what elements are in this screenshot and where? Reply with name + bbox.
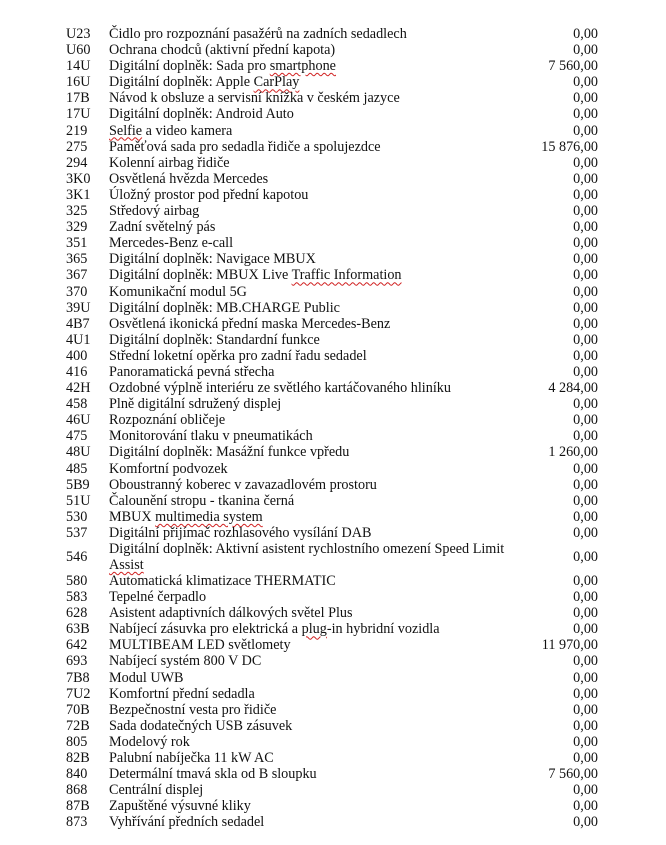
option-description: Čalounění stropu - tkanina černá: [109, 492, 295, 509]
option-code: 329: [66, 219, 88, 236]
option-description: Digitální doplněk: Sada pro smartphone: [109, 58, 336, 75]
option-description: Komfortní přední sedadla: [109, 685, 255, 702]
option-price: 0,00: [573, 42, 598, 59]
option-description: Selfie a video kamera: [109, 122, 233, 139]
option-row: [66, 637, 598, 653]
option-price: 0,00: [573, 154, 598, 171]
option-price: 11 970,00: [541, 637, 598, 654]
option-code: 275: [66, 138, 88, 155]
option-price: 0,00: [573, 508, 598, 525]
option-row: [66, 525, 598, 541]
option-description: Kolenní airbag řidiče: [109, 154, 230, 171]
option-code: U23: [66, 26, 91, 42]
option-price: 7 560,00: [548, 58, 598, 75]
option-price: 0,00: [573, 605, 598, 622]
option-description: Digitální doplněk: Apple CarPlay: [109, 74, 300, 91]
option-code: 583: [66, 589, 88, 606]
option-price: 0,00: [573, 106, 598, 123]
option-code: 458: [66, 396, 88, 413]
option-description: Digitální doplněk: Navigace MBUX: [109, 251, 316, 268]
option-code: 693: [66, 653, 88, 670]
option-code: 400: [66, 347, 88, 364]
option-price: 0,00: [573, 685, 598, 702]
option-price: 0,00: [573, 653, 598, 670]
option-price: 0,00: [573, 331, 598, 348]
option-price: 0,00: [573, 90, 598, 107]
option-row: [66, 493, 598, 509]
option-description: Tepelné čerpadlo: [109, 589, 207, 606]
option-code: 805: [66, 733, 88, 750]
option-row: [66, 26, 598, 42]
spellcheck-underline: Selfie: [109, 122, 143, 139]
option-description: Zadní světelný pás: [109, 219, 216, 236]
option-description: Asistent adaptivních dálkových světel Plus: [109, 605, 353, 622]
option-price: 1 260,00: [548, 444, 598, 461]
option-row: [66, 58, 598, 74]
option-code: 580: [66, 573, 88, 589]
option-code: 365: [66, 251, 88, 268]
option-price: 15 876,00: [541, 138, 598, 155]
option-description: Digitální doplněk: Android Auto: [109, 106, 294, 123]
option-description: Bezpečnostní vesta pro řidiče: [109, 701, 277, 718]
option-price: 0,00: [573, 267, 598, 284]
option-description: Osvětlená ikonická přední maska Mercedes-Benz: [109, 315, 391, 332]
option-description: Osvětlená hvězda Mercedes: [109, 170, 269, 187]
option-description: Vyhřívání předních sedadel: [109, 814, 265, 831]
option-price: 0,00: [573, 733, 598, 750]
option-description: Digitální doplněk: Standardní funkce: [109, 331, 320, 348]
option-price: 0,00: [573, 347, 598, 364]
option-price: 0,00: [573, 219, 598, 236]
option-code: 17B: [66, 90, 90, 107]
option-row: [66, 90, 598, 106]
option-price: 0,00: [573, 315, 598, 332]
option-row: [66, 750, 598, 766]
option-code: 51U: [66, 492, 91, 509]
option-description: Zapuštěné výsuvné kliky: [109, 798, 251, 815]
option-price: 0,00: [573, 170, 598, 187]
spellcheck-underline: plug: [301, 621, 327, 638]
option-row: [66, 444, 598, 460]
option-price: 0,00: [573, 492, 598, 509]
option-description: Nabíjecí systém 800 V DC: [109, 653, 262, 670]
option-code: 14U: [66, 58, 91, 75]
option-code: 3K0: [66, 170, 91, 187]
option-code: 325: [66, 203, 88, 220]
option-price: 0,00: [573, 122, 598, 139]
option-code: 294: [66, 154, 88, 171]
option-row: [66, 573, 598, 589]
option-price: 0,00: [573, 589, 598, 606]
option-row: [66, 332, 598, 348]
spellcheck-underline: smartphone: [269, 58, 336, 75]
option-description: Digitální doplněk: Masážní funkce vpředu: [109, 444, 350, 461]
option-price: 0,00: [573, 428, 598, 445]
option-code: 485: [66, 460, 88, 477]
option-row: [66, 589, 598, 605]
option-price: 0,00: [573, 412, 598, 429]
option-code: 7U2: [66, 685, 91, 702]
option-description: Středový airbag: [109, 203, 200, 220]
option-description: Digitální doplněk: MB.CHARGE Public: [109, 299, 340, 316]
option-description: MULTIBEAM LED světlomety: [109, 637, 291, 654]
option-description: Ochrana chodců (aktivní přední kapota): [109, 42, 336, 59]
option-description: Střední loketní opěrka pro zadní řadu sedadel: [109, 347, 367, 364]
option-row: [66, 396, 598, 412]
option-price: 0,00: [573, 782, 598, 799]
option-code: 873: [66, 814, 88, 831]
option-code: 475: [66, 428, 88, 445]
spellcheck-underline: multimedia system: [155, 508, 263, 525]
option-row: [66, 42, 598, 58]
option-price: 0,00: [573, 460, 598, 477]
option-price: 0,00: [573, 299, 598, 316]
option-row: [66, 718, 598, 734]
option-row: [66, 670, 598, 686]
option-description: Návod k obsluze a servisní knížka v českém jazyce: [109, 90, 400, 107]
option-description: Panoramatická pevná střecha: [109, 363, 275, 380]
options-price-list: [66, 26, 598, 831]
option-description: Digitální doplněk: Aktivní asistent rychlostního omezení Speed Limit Assist: [109, 541, 505, 573]
option-code: 351: [66, 235, 88, 252]
option-description: Centrální displej: [109, 782, 204, 799]
option-description: Rozpoznání obličeje: [109, 412, 226, 429]
option-description: Digitální přijímač rozhlasového vysílání DAB: [109, 524, 372, 541]
option-description: Komunikační modul 5G: [109, 283, 247, 300]
option-row: [66, 621, 598, 637]
option-price: 0,00: [573, 26, 598, 42]
option-code: 82B: [66, 750, 90, 767]
option-row: [66, 74, 598, 90]
option-code: 868: [66, 782, 88, 799]
option-code: 840: [66, 766, 88, 783]
option-price: 0,00: [573, 363, 598, 380]
option-row: [66, 187, 598, 203]
option-code: 537: [66, 524, 88, 541]
option-code: 87B: [66, 798, 90, 815]
option-description: Komfortní podvozek: [109, 460, 228, 477]
option-row: [66, 686, 598, 702]
option-description: Nabíjecí zásuvka pro elektrická a plug-in hybridní vozidla: [109, 621, 440, 638]
option-row: [66, 461, 598, 477]
option-price: 0,00: [573, 203, 598, 220]
option-row: [66, 782, 598, 798]
option-row: [66, 364, 598, 380]
option-price: 4 284,00: [548, 380, 598, 397]
option-row: [66, 734, 598, 750]
option-row: [66, 235, 598, 251]
option-code: 39U: [66, 299, 91, 316]
option-code: 628: [66, 605, 88, 622]
option-code: 367: [66, 267, 88, 284]
option-price: 0,00: [573, 186, 598, 203]
option-description: Mercedes-Benz e-call: [109, 235, 234, 252]
option-description: Plně digitální sdružený displej: [109, 396, 282, 413]
option-row: [66, 605, 598, 621]
option-description: Modul UWB: [109, 669, 184, 686]
option-code: 219: [66, 122, 88, 139]
option-description: Monitorování tlaku v pneumatikách: [109, 428, 313, 445]
option-row: [66, 171, 598, 187]
option-price: 0,00: [573, 814, 598, 831]
option-description: Ozdobné výplně interiéru ze světlého kartáčovaného hliníku: [109, 380, 451, 397]
option-row: [66, 139, 598, 155]
option-row: [66, 203, 598, 219]
option-row: [66, 798, 598, 814]
option-description: Sada dodatečných USB zásuvek: [109, 717, 293, 734]
option-code: 3K1: [66, 186, 91, 203]
option-row: [66, 348, 598, 364]
option-description: Paměťová sada pro sedadla řidiče a spolujezdce: [109, 138, 381, 155]
option-row: [66, 300, 598, 316]
option-row: [66, 219, 598, 235]
option-code: 546: [66, 548, 88, 565]
option-code: 5B9: [66, 476, 90, 493]
option-row: [66, 251, 598, 267]
option-price: 0,00: [573, 701, 598, 718]
option-description: Modelový rok: [109, 733, 190, 750]
option-row: [66, 267, 598, 283]
option-row: [66, 428, 598, 444]
option-description: Úložný prostor pod přední kapotou: [109, 186, 309, 203]
option-row: [66, 653, 598, 669]
option-price: 0,00: [573, 476, 598, 493]
option-row: [66, 284, 598, 300]
option-code: 46U: [66, 412, 91, 429]
spellcheck-underline: Assist: [109, 557, 144, 573]
option-price: 0,00: [573, 669, 598, 686]
option-code: 48U: [66, 444, 91, 461]
option-row: [66, 766, 598, 782]
option-code: 4B7: [66, 315, 90, 332]
option-description: Čidlo pro rozpoznání pasažérů na zadních sedadlech: [109, 26, 407, 42]
option-description: Digitální doplněk: MBUX Live Traffic Information: [109, 267, 402, 284]
option-price: 0,00: [573, 283, 598, 300]
option-code: 4U1: [66, 331, 91, 348]
option-row: [66, 316, 598, 332]
option-price: 7 560,00: [548, 766, 598, 783]
option-description: Automatická klimatizace THERMATIC: [109, 573, 336, 589]
option-description: MBUX multimedia system: [109, 508, 263, 525]
option-code: 16U: [66, 74, 91, 91]
option-price: 0,00: [573, 74, 598, 91]
options-table-body: [66, 26, 598, 831]
option-code: 17U: [66, 106, 91, 123]
option-row: [66, 412, 598, 428]
option-code: U60: [66, 42, 91, 59]
option-price: 0,00: [573, 548, 598, 565]
option-price: 0,00: [573, 798, 598, 815]
option-code: 530: [66, 508, 88, 525]
option-row: [66, 380, 598, 396]
option-description: Palubní nabíječka 11 kW AC: [109, 750, 274, 767]
options-table: [66, 26, 598, 831]
option-code: 72B: [66, 717, 90, 734]
option-code: 70B: [66, 701, 90, 718]
option-code: 42H: [66, 380, 91, 397]
option-row: [66, 155, 598, 171]
option-code: 370: [66, 283, 88, 300]
option-code: 642: [66, 637, 88, 654]
option-code: 63B: [66, 621, 90, 638]
option-price: 0,00: [573, 251, 598, 268]
option-row: [66, 509, 598, 525]
option-price: 0,00: [573, 750, 598, 767]
option-price: 0,00: [573, 717, 598, 734]
option-row: [66, 123, 598, 139]
option-price: 0,00: [573, 524, 598, 541]
option-row: [66, 106, 598, 122]
option-description: Oboustranný koberec v zavazadlovém prostoru: [109, 476, 377, 493]
option-price: 0,00: [573, 573, 598, 589]
spellcheck-underline: CarPlay: [253, 74, 300, 91]
option-row: [66, 541, 598, 573]
option-description: Determální tmavá skla od B sloupku: [109, 766, 317, 783]
option-row: [66, 702, 598, 718]
option-price: 0,00: [573, 621, 598, 638]
spellcheck-underline: Traffic Information: [291, 267, 402, 284]
option-price: 0,00: [573, 396, 598, 413]
option-code: 416: [66, 363, 88, 380]
option-row: [66, 477, 598, 493]
option-code: 7B8: [66, 669, 90, 686]
option-row: [66, 814, 598, 830]
option-price: 0,00: [573, 235, 598, 252]
